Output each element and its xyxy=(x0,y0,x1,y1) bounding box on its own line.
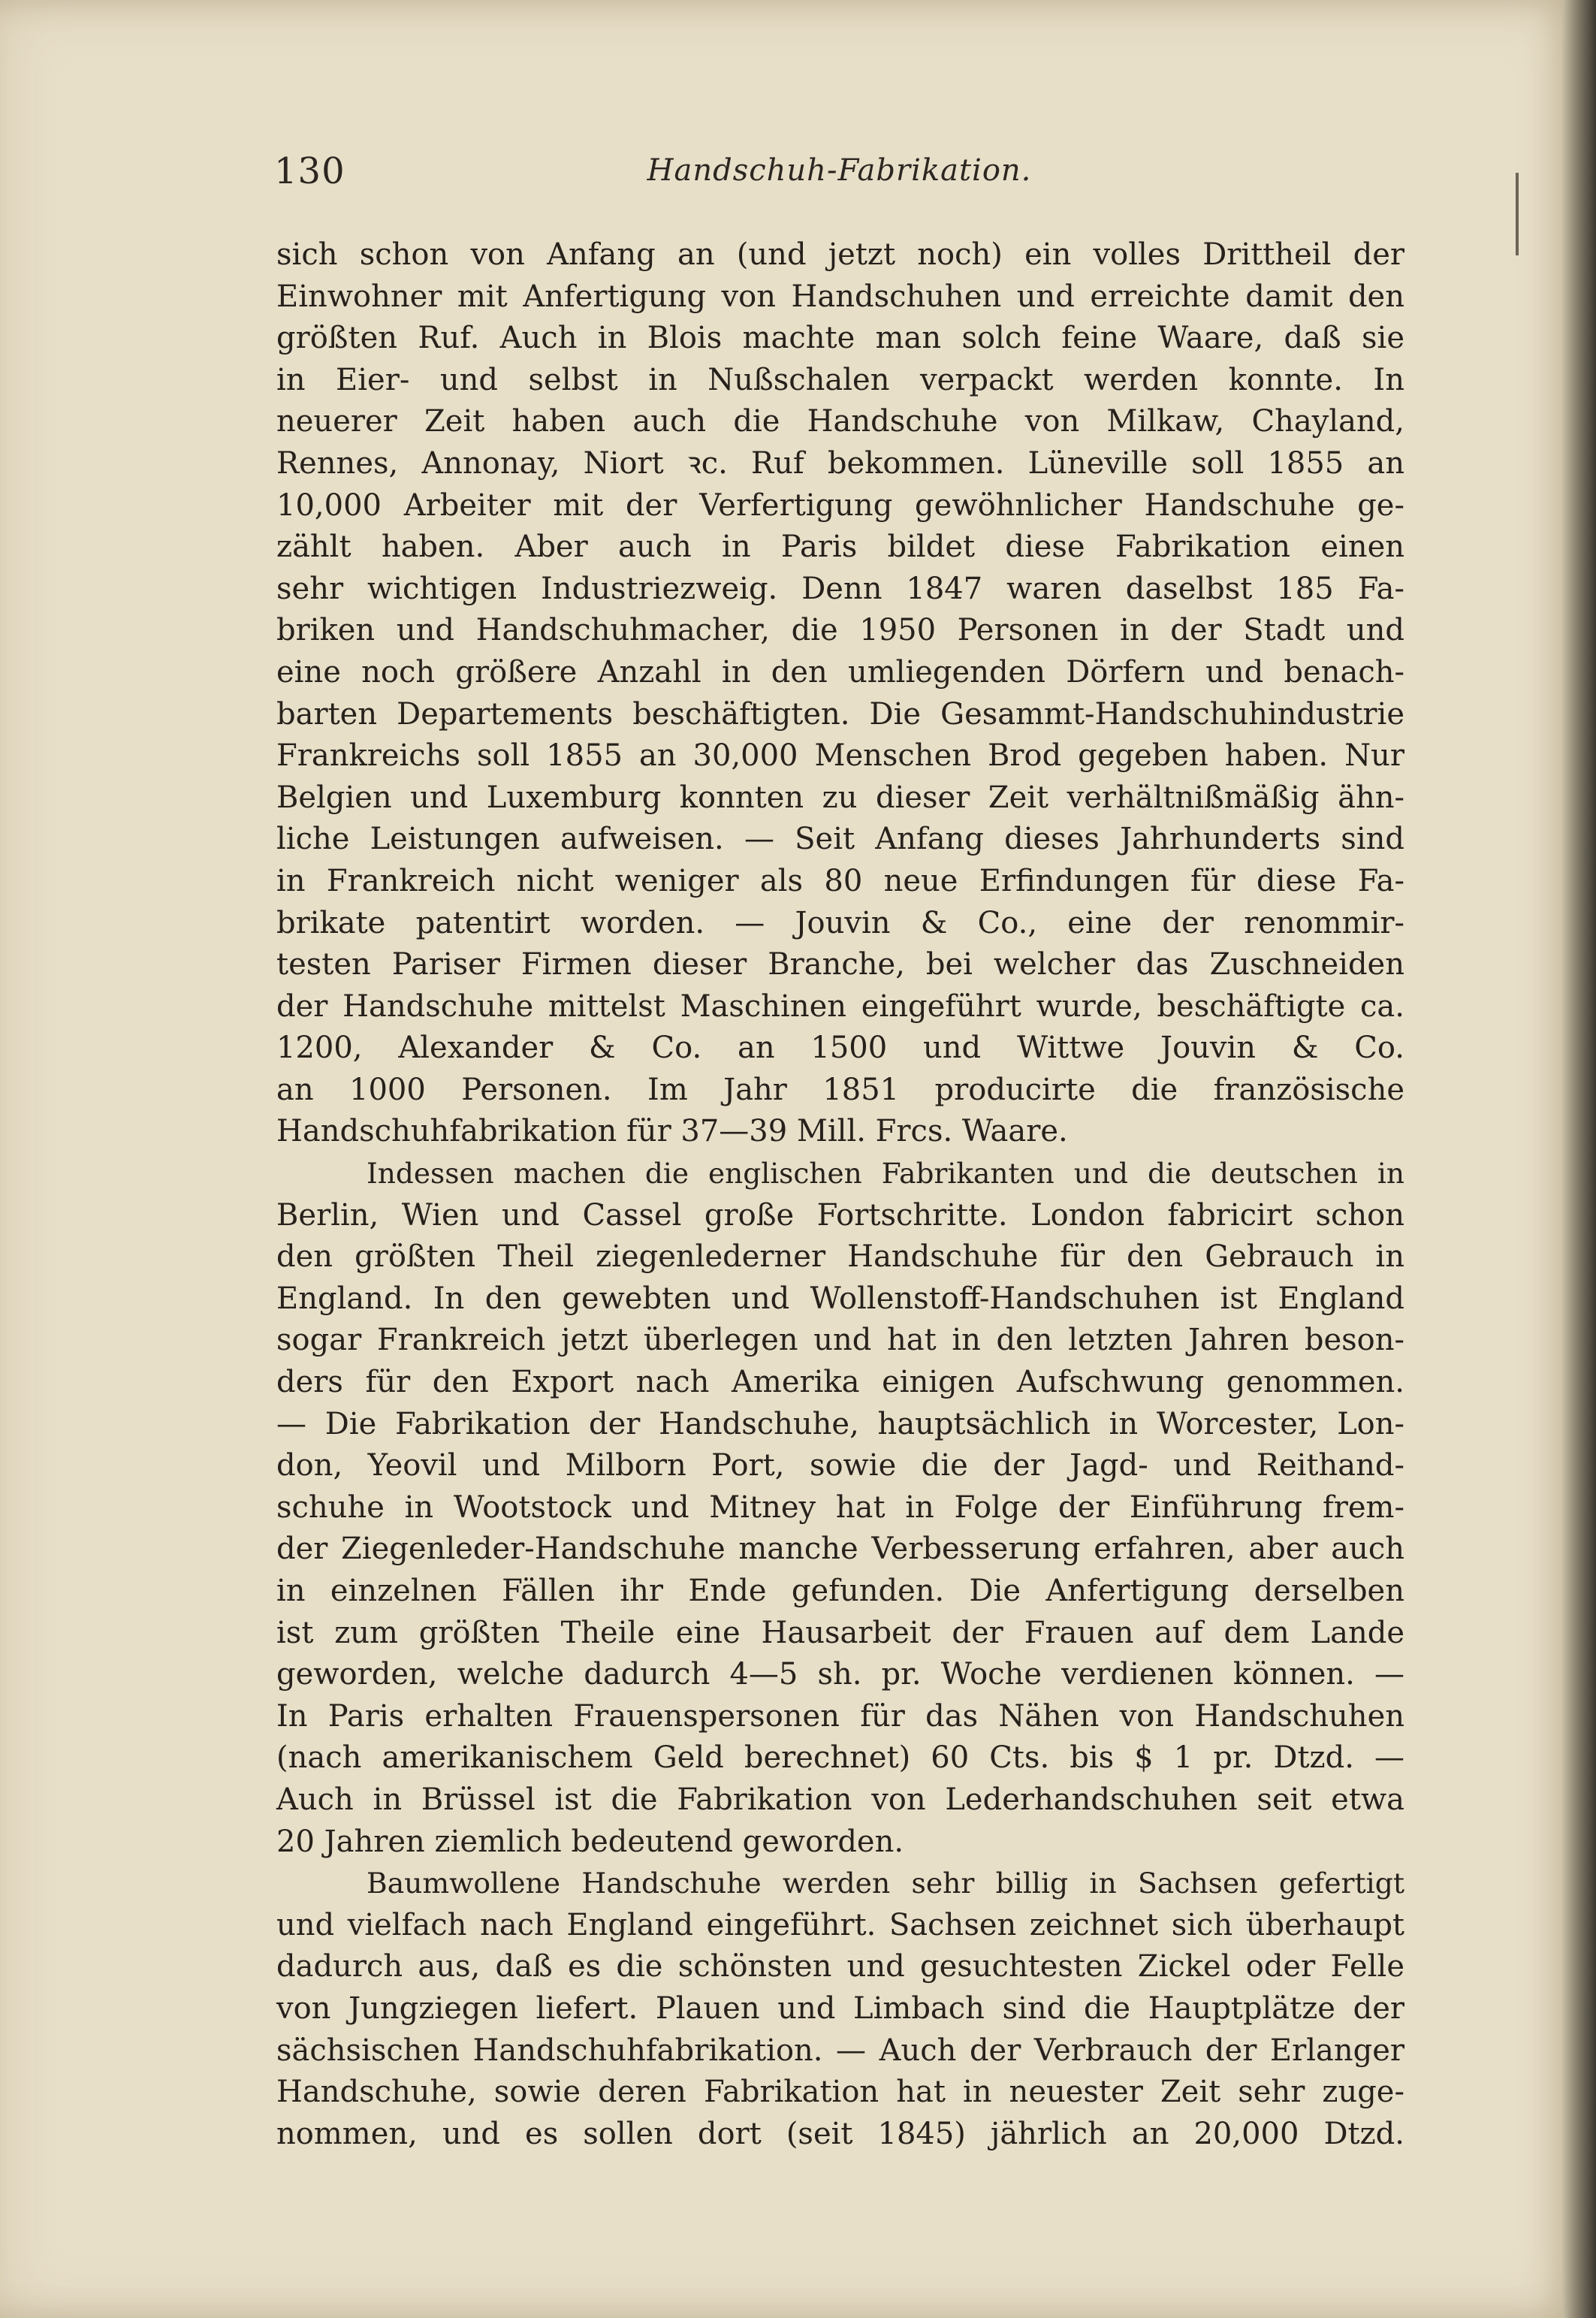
text-line: sächsischen Handschuhfabrikation. — Auch der Verbrauch der Erlanger xyxy=(276,2033,1404,2068)
text-line: der Handschuhe mittelst Maschinen eingeführt wurde, beschäftigte ca. xyxy=(276,988,1404,1024)
text-line: testen Pariser Firmen dieser Branche, bei welcher das Zuschneiden xyxy=(276,947,1404,982)
text-line: zählt haben. Aber auch in Paris bildet diese Fabrikation einen xyxy=(276,530,1404,565)
text-line: — Die Fabrikation der Handschuhe, hauptsächlich in Worcester, Lon- xyxy=(276,1406,1404,1441)
text-line: brikate patentirt worden. — Jouvin & Co., eine der renommir- xyxy=(276,905,1404,940)
book-binding-edge xyxy=(1562,0,1596,2318)
text-line: 1200, Alexander & Co. an 1500 und Wittwe Jouvin & Co. xyxy=(276,1031,1404,1066)
text-line: ist zum größten Theile eine Hausarbeit der Frauen auf dem Lande xyxy=(276,1615,1404,1650)
text-line: liche Leistungen aufweisen. — Seit Anfang dieses Jahrhunderts sind xyxy=(276,822,1404,857)
text-line: und vielfach nach England eingeführt. Sachsen zeichnet sich überhaupt xyxy=(276,1907,1404,1942)
text-line: Belgien und Luxemburg konnten zu dieser Zeit verhältnißmäßig ähn- xyxy=(276,780,1404,815)
paragraph-1 xyxy=(276,234,1404,1153)
text-line: Handschuhe, sowie deren Fabrikation hat in neuester Zeit sehr zuge- xyxy=(276,2075,1404,2110)
text-line: In Paris erhalten Frauenspersonen für das Nähen von Handschuhen xyxy=(276,1698,1404,1734)
text-line: nommen, und es sollen dort (seit 1845) jährlich an 20,000 Dtzd. xyxy=(276,2116,1404,2151)
running-title: Handschuh-Fabrikation. xyxy=(647,153,1032,188)
text-line: sogar Frankreich jetzt überlegen und hat in den letzten Jahren beson- xyxy=(276,1323,1404,1358)
text-line: Handschuhfabrikation für 37—39 Mill. Frcs. Waare. xyxy=(276,1114,1068,1149)
text-line: sich schon von Anfang an (und jetzt noch) ein volles Drittheil der xyxy=(276,237,1404,272)
paragraph-2 xyxy=(276,1153,1404,1863)
text-line: Einwohner mit Anfertigung von Handschuhen und erreichte damit den xyxy=(276,279,1404,314)
text-line: schuhe in Wootstock und Mitney hat in Folge der Einführung frem- xyxy=(276,1489,1404,1525)
text-line: den größten Theil ziegenlederner Handschuhe für den Gebrauch in xyxy=(276,1239,1404,1275)
text-line: größten Ruf. Auch in Blois machte man solch feine Waare, daß sie xyxy=(276,321,1404,356)
text-line: Frankreichs soll 1855 an 30,000 Menschen Brod gegeben haben. Nur xyxy=(276,738,1404,774)
text-line: barten Departements beschäftigten. Die Gesammt-Handschuhindustrie xyxy=(276,696,1404,732)
text-line: England. In den gewebten und Wollenstoff-Handschuhen ist England xyxy=(276,1281,1404,1316)
text-line: dadurch aus, daß es die schönsten und gesuchtesten Zickel oder Felle xyxy=(276,1949,1404,1984)
text-line: geworden, welche dadurch 4—5 sh. pr. Woche verdienen können. — xyxy=(276,1657,1404,1692)
text-line: Berlin, Wien und Cassel große Fortschritte. London fabricirt schon xyxy=(276,1197,1404,1233)
margin-mark xyxy=(1516,173,1519,255)
text-line: briken und Handschuhmacher, die 1950 Personen in der Stadt und xyxy=(276,613,1404,648)
text-line: 10,000 Arbeiter mit der Verfertigung gewöhnlicher Handschuhe ge- xyxy=(276,487,1404,523)
text-line: Rennes, Annonay, Niort ꝛc. Ruf bekommen. Lüneville soll 1855 an xyxy=(276,445,1404,481)
paragraph-3 xyxy=(276,1863,1404,2155)
text-line: in Frankreich nicht weniger als 80 neue Erfindungen für diese Fa- xyxy=(276,863,1404,898)
text-line: Indessen machen die englischen Fabrikanten und die deutschen in xyxy=(367,1157,1404,1191)
text-line: ders für den Export nach Amerika einigen Aufschwung genommen. xyxy=(276,1365,1404,1400)
text-line: Baumwollene Handschuhe werden sehr billig in Sachsen gefertigt xyxy=(367,1867,1404,1900)
text-line: neuerer Zeit haben auch die Handschuhe von Milkaw, Chayland, xyxy=(276,404,1404,439)
page-header xyxy=(274,150,1404,203)
text-line: sehr wichtigen Industriezweig. Denn 1847 waren daselbst 185 Fa- xyxy=(276,571,1404,606)
text-line: 20 Jahren ziemlich bedeutend geworden. xyxy=(276,1824,904,1859)
text-line: Auch in Brüssel ist die Fabrikation von Lederhandschuhen seit etwa xyxy=(276,1782,1404,1817)
text-line: eine noch größere Anzahl in den umliegenden Dörfern und benach- xyxy=(276,654,1404,690)
text-line: (nach amerikanischem Geld berechnet) 60 Cts. bis $ 1 pr. Dtzd. — xyxy=(276,1740,1404,1776)
page-number: 130 xyxy=(274,150,345,192)
text-line: der Ziegenleder-Handschuhe manche Verbesserung erfahren, aber auch xyxy=(276,1532,1404,1567)
text-body xyxy=(276,234,1404,2155)
text-line: von Jungziegen liefert. Plauen und Limbach sind die Hauptplätze der xyxy=(276,1991,1404,2026)
text-line: in einzelnen Fällen ihr Ende gefunden. Die Anfertigung derselben xyxy=(276,1574,1404,1608)
text-line: in Eier- und selbst in Nußschalen verpackt werden konnte. In xyxy=(276,362,1404,397)
text-line: don, Yeovil und Milborn Port, sowie die der Jagd- und Reithand- xyxy=(276,1448,1404,1483)
text-line: an 1000 Personen. Im Jahr 1851 producirte die französische xyxy=(276,1072,1404,1107)
